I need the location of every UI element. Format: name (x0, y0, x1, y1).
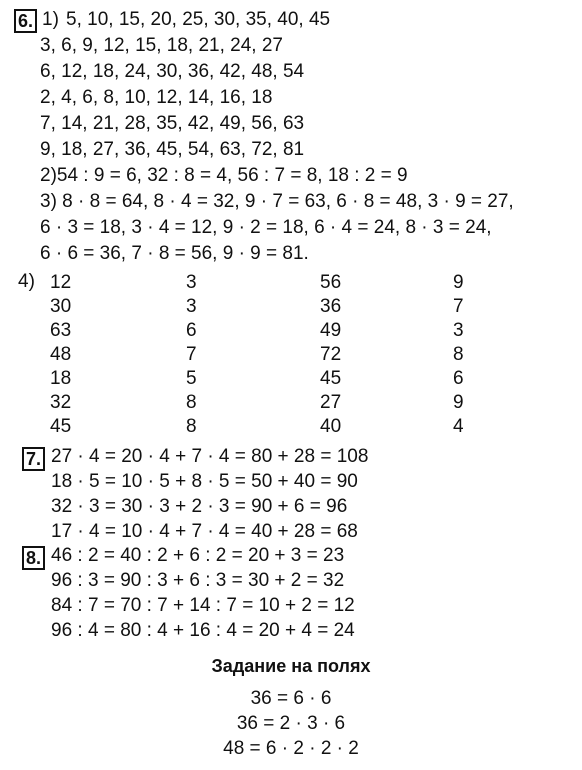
table-cell: 45 (50, 416, 72, 437)
table-cell: 5 (186, 368, 197, 389)
task-6-number: 6. (14, 9, 37, 33)
table-column-3 (320, 271, 341, 439)
task-6-part4-label: 4) (18, 271, 35, 292)
table-cell: 72 (320, 344, 342, 365)
table-cell: 4 (453, 416, 464, 437)
task-6-part3-line3: 6 · 6 = 36, 7 · 8 = 56, 9 · 9 = 81. (40, 243, 309, 264)
table-cell: 3 (453, 320, 464, 341)
task-8-line1: 46 : 2 = 40 : 2 + 6 : 2 = 20 + 3 = 23 (51, 545, 345, 566)
task-8-line4: 96 : 4 = 80 : 4 + 16 : 4 = 20 + 4 = 24 (51, 620, 355, 641)
table-cell: 7 (186, 344, 197, 365)
task-6-part3-line2: 6 · 3 = 18, 3 · 4 = 12, 9 · 2 = 18, 6 · 4 = 24, 8 · 3 = 24, (40, 217, 492, 238)
task-6-part3-line1: 3) 8 · 8 = 64, 8 · 4 = 32, 9 · 7 = 63, 6 · 8 = 48, 3 · 9 = 27, (40, 191, 514, 212)
table-cell: 45 (320, 368, 342, 389)
margin-task-line3: 48 = 6 · 2 · 2 · 2 (223, 738, 359, 759)
table-cell: 8 (453, 344, 464, 365)
task-7-line3: 32 · 3 = 30 · 3 + 2 · 3 = 90 + 6 = 96 (51, 496, 348, 517)
table-column-1 (50, 271, 71, 439)
table-cell: 49 (320, 320, 342, 341)
table-cell: 8 (186, 392, 197, 413)
table-cell: 30 (50, 296, 72, 317)
table-cell: 6 (453, 368, 464, 389)
multiples-row-3: 3, 6, 9, 12, 15, 18, 21, 24, 27 (40, 35, 283, 56)
table-cell: 36 (320, 296, 342, 317)
table-cell: 27 (320, 392, 342, 413)
table-cell: 3 (186, 296, 197, 317)
table-cell: 56 (320, 272, 342, 293)
task-7-line4: 17 · 4 = 10 · 4 + 7 · 4 = 40 + 28 = 68 (51, 521, 358, 542)
table-cell: 40 (320, 416, 342, 437)
task-6-part2: 2)54 : 9 = 6, 32 : 8 = 4, 56 : 7 = 8, 18 : 2 = 9 (40, 165, 408, 186)
table-cell: 12 (50, 272, 72, 293)
table-cell: 9 (453, 272, 464, 293)
table-cell: 48 (50, 344, 72, 365)
task-6-part1-label: 1) (42, 9, 59, 30)
table-column-2 (186, 271, 197, 439)
table-cell: 9 (453, 392, 464, 413)
table-cell: 7 (453, 296, 464, 317)
multiples-row-5: 5, 10, 15, 20, 25, 30, 35, 40, 45 (66, 9, 331, 30)
table-cell: 32 (50, 392, 72, 413)
table-cell: 18 (50, 368, 72, 389)
table-column-4 (453, 271, 464, 439)
task-7-number: 7. (22, 447, 45, 471)
task-7-line1: 27 · 4 = 20 · 4 + 7 · 4 = 80 + 28 = 108 (51, 446, 369, 467)
task-8-number: 8. (22, 546, 45, 570)
multiples-row-9: 9, 18, 27, 36, 45, 54, 63, 72, 81 (40, 139, 305, 160)
table-cell: 63 (50, 320, 72, 341)
multiples-row-6: 6, 12, 18, 24, 30, 36, 42, 48, 54 (40, 61, 305, 82)
task-7-line2: 18 · 5 = 10 · 5 + 8 · 5 = 50 + 40 = 90 (51, 471, 358, 492)
task-8-line3: 84 : 7 = 70 : 7 + 14 : 7 = 10 + 2 = 12 (51, 595, 355, 616)
margin-task-line1: 36 = 6 · 6 (250, 688, 332, 709)
margin-task-line2: 36 = 2 · 3 · 6 (236, 713, 346, 734)
table-cell: 6 (186, 320, 197, 341)
multiples-row-2: 2, 4, 6, 8, 10, 12, 14, 16, 18 (40, 87, 273, 108)
multiples-row-7: 7, 14, 21, 28, 35, 42, 49, 56, 63 (40, 113, 305, 134)
table-cell: 8 (186, 416, 197, 437)
task-8-line2: 96 : 3 = 90 : 3 + 6 : 3 = 30 + 2 = 32 (51, 570, 345, 591)
margin-task-title: Задание на полях (211, 656, 371, 676)
table-cell: 3 (186, 272, 197, 293)
